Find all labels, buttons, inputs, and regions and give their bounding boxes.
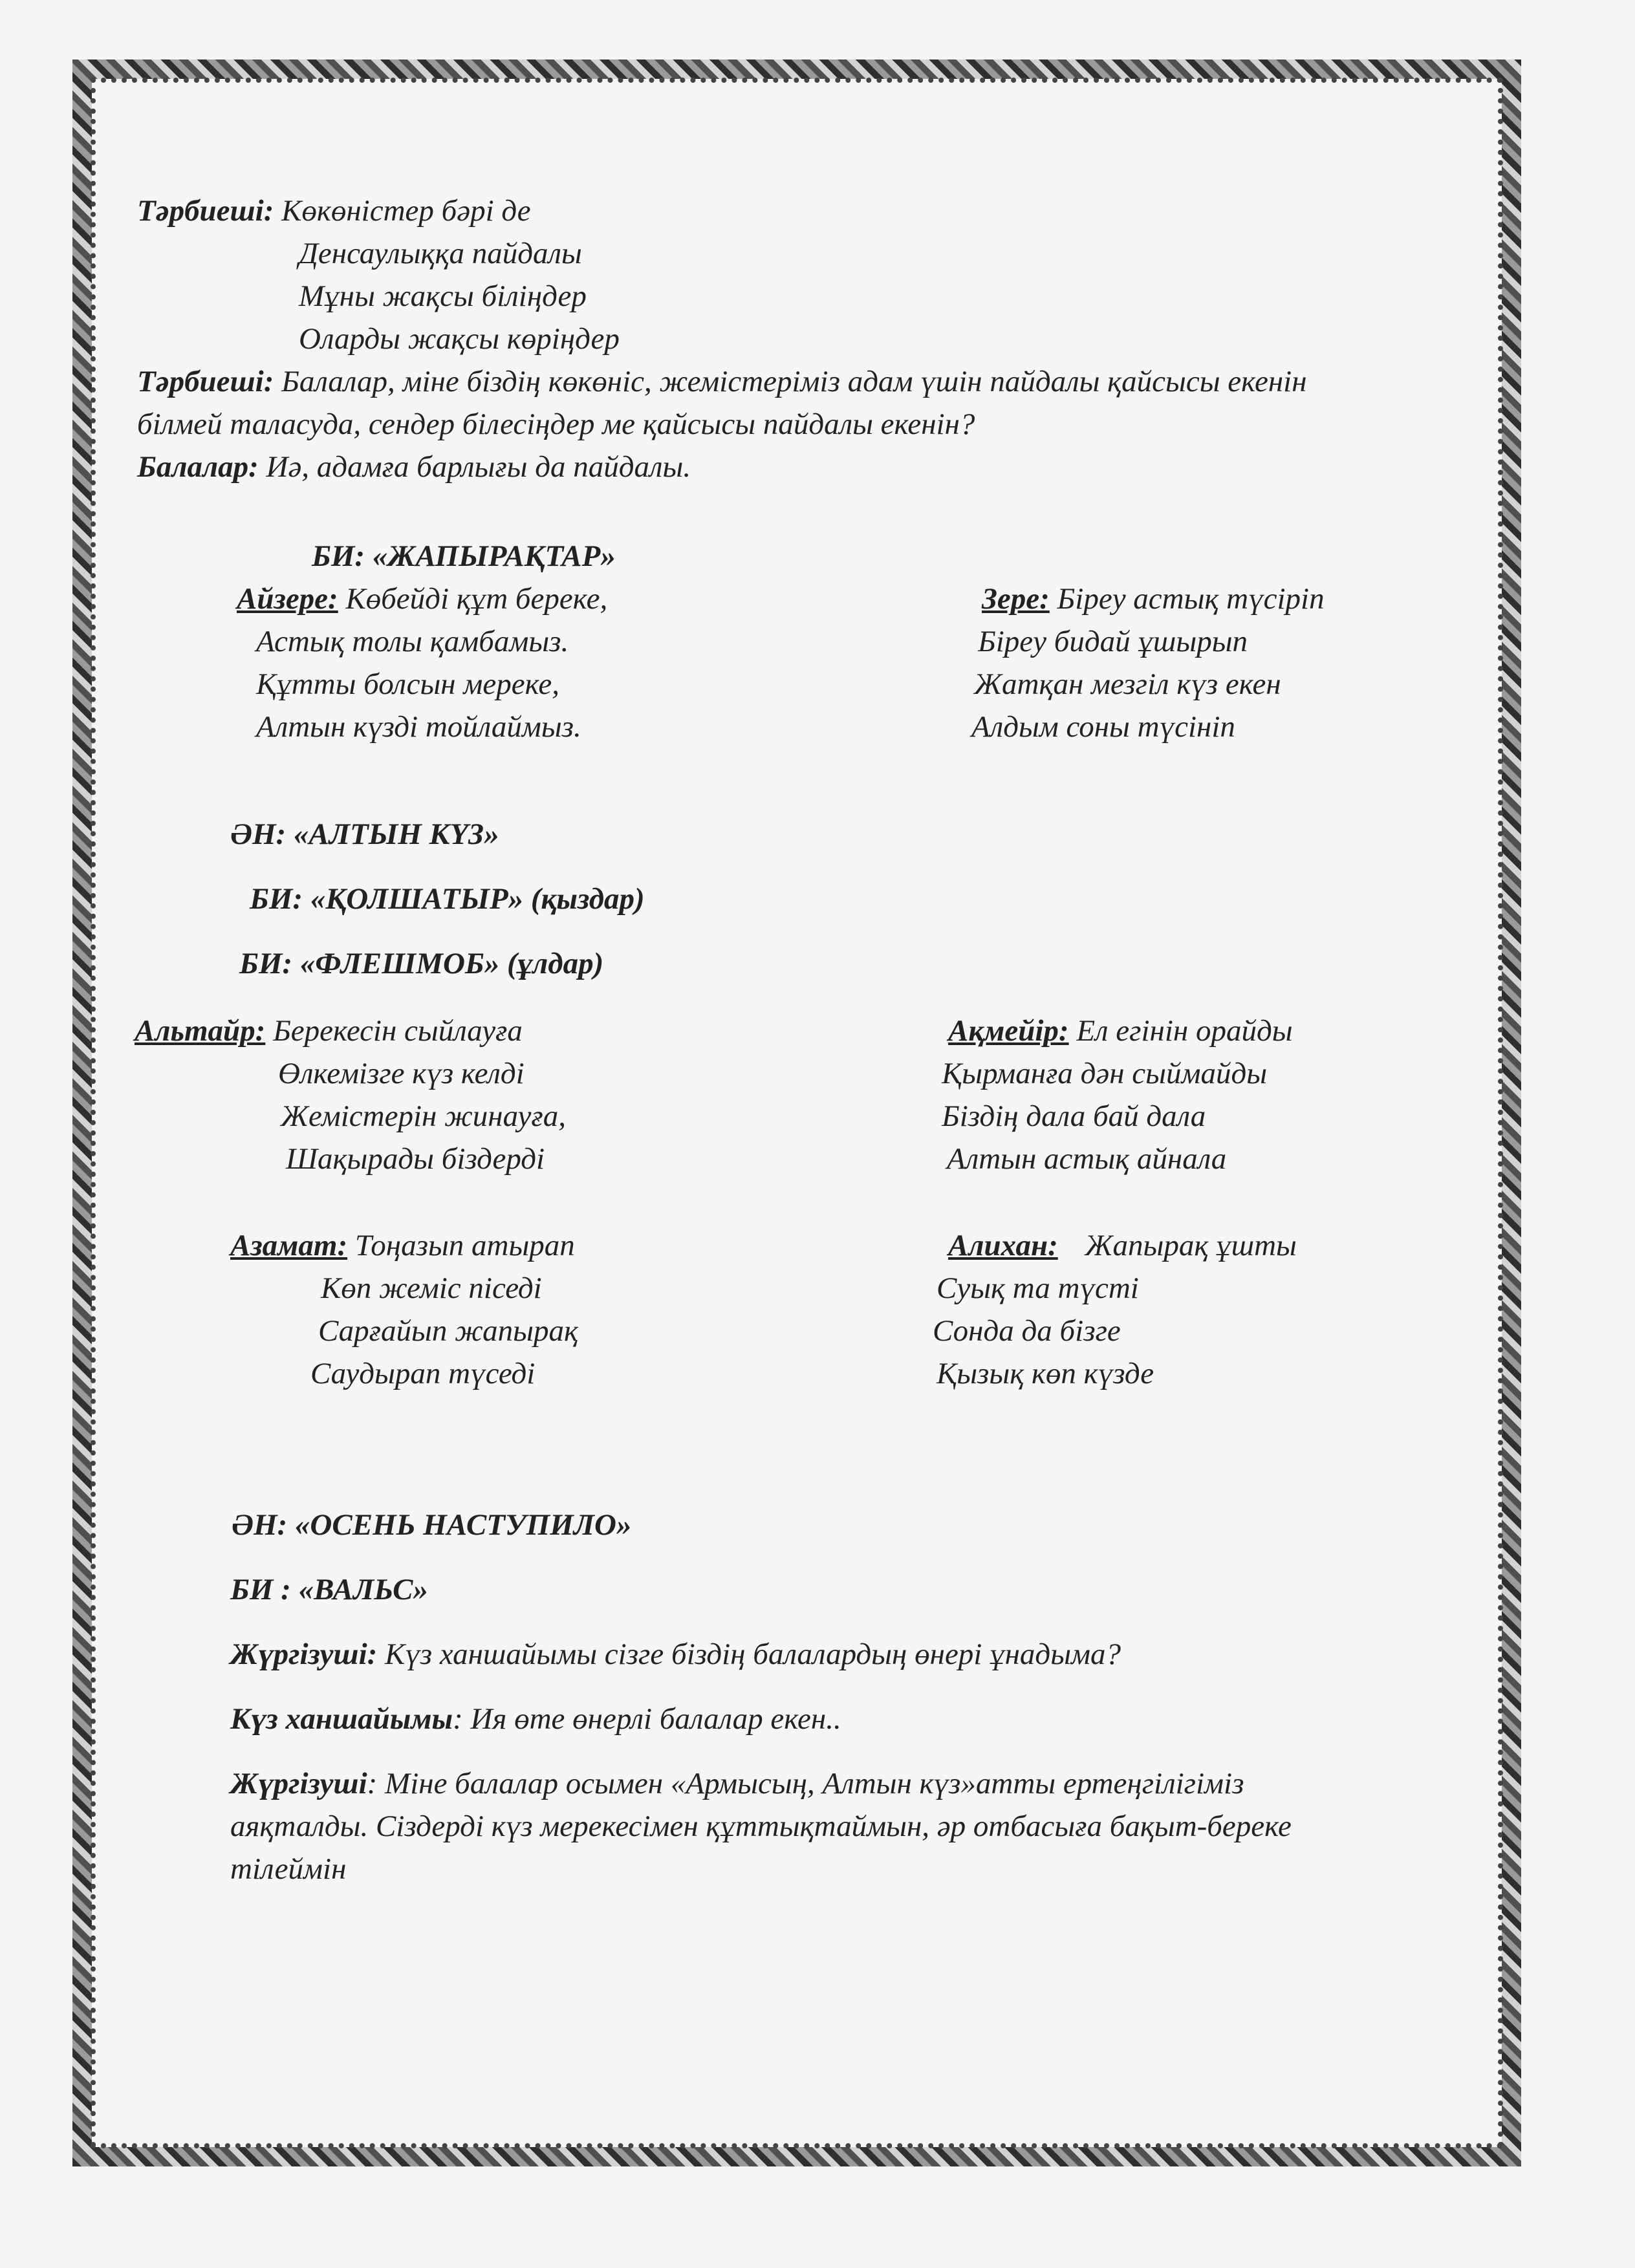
intro-line-1 [137,193,531,229]
section-heading: БИ: «ЖАПЫРАҚТАР» [312,539,616,573]
verse-line: Қызық көп күзде [937,1357,1154,1390]
host-text-line: тілеймін [230,1852,347,1886]
verse-line: Саудырап түседі [310,1357,536,1390]
answer-text: Иә, адамға барлығы да пайдалы. [266,450,691,484]
question-line-1 [137,363,1307,400]
verse-line: Сонда да бізге [933,1314,1121,1348]
poem-line: Мұны жақсы біліңдер [299,279,587,313]
section-heading: ӘН: «ОСЕНЬ НАСТУПИЛО» [232,1508,632,1542]
speaker-label: Жүргізуші: [230,1637,378,1671]
verse-line: Біреу астық түсіріп [1057,582,1325,616]
host-text: Күз ханшайымы сізге біздің балалардың өнері ұнадыма? [385,1637,1121,1671]
verse-line: Жатқан мезгіл күз екен [974,667,1281,701]
verse-zere-line-1 [982,581,1325,617]
section-heading: БИ: «ФЛЕШМОБ» (ұлдар) [239,947,604,980]
host-line-1 [230,1636,1121,1672]
speaker-label: Күз ханшайымы [230,1702,453,1736]
answer-line [137,449,691,485]
speaker-label: Тәрбиеші: [137,365,274,398]
verse-line: Өлкемізге күз келді [278,1057,525,1090]
verse-line: Көбейді құт береке, [345,582,608,616]
verse-line: Алтын астық айнала [947,1142,1227,1176]
queen-text: : Ия өте өнерлі балалар екен.. [453,1702,841,1736]
poem-line: Көкөністер бәрі де [281,194,531,228]
verse-line: Шақырады біздерді [286,1142,545,1176]
verse-aizere-line-1 [237,581,607,617]
child-name: Азамат: [230,1229,348,1262]
verse-line: Тоңазып атырап [354,1229,575,1262]
speaker-label: Жүргізуші [230,1767,367,1800]
verse-line: Біреу бидай ұшырып [978,625,1248,658]
section-heading: БИ : «ВАЛЬС» [230,1573,428,1606]
verse-line: Жапырақ ұшты [1085,1229,1297,1262]
host-text: : Міне балалар осымен «Армысың, Алтын күз»атты ертеңгілігіміз [367,1767,1244,1800]
verse-line: Сарғайып жапырақ [318,1314,579,1348]
child-name: Альтайр: [135,1014,266,1048]
verse-line: Көп жеміс піседі [321,1271,542,1305]
verse-azamat-line-1 [230,1227,575,1264]
verse-line: Біздің дала бай дала [942,1099,1206,1133]
poem-line: Оларды жақсы көріңдер [299,322,620,356]
speaker-label: Тәрбиеші: [137,194,274,228]
verse-line: Алдым соны түсініп [971,710,1235,744]
verse-line: Алтын күзді тойлаймыз. [256,710,581,744]
verse-line: Қырманға дән сыймайды [942,1057,1268,1090]
poem-line: Денсаулыққа пайдалы [299,237,582,270]
speaker-label: Балалар: [137,450,259,484]
section-heading: ӘН: «АЛТЫН КҮЗ» [230,817,499,851]
question-text: Балалар, міне біздің көкөніс, жемістеріміз адам үшін пайдалы қайсысы екенін [281,365,1307,398]
verse-line: Суық та түсті [937,1271,1139,1305]
child-name: Ақмейір: [948,1014,1069,1048]
verse-line: Ел егінін орайды [1076,1014,1293,1048]
child-name: Алихан: [948,1229,1058,1262]
question-line-2: білмей таласуда, сендер білесіңдер ме қайсысы пайдалы екенін? [137,407,975,441]
verse-line: Астық толы қамбамыз. [256,625,569,658]
child-name: Айзере: [237,582,338,616]
section-heading: БИ: «ҚОЛШАТЫР» (қыздар) [250,882,645,916]
verse-akmeir-line-1 [948,1013,1293,1049]
host-text-line: аяқталды. Сіздерді күз мерекесімен құттықтаймын, әр отбасыға бақыт-береке [230,1809,1292,1843]
verse-altair-line-1 [135,1013,523,1049]
verse-alikhan-line-1 [948,1227,1297,1264]
host-line-2 [230,1766,1244,1802]
queen-line [230,1701,841,1737]
verse-line: Құтты болсын мереке, [256,667,559,701]
verse-line: Берекесін сыйлауға [273,1014,523,1048]
verse-line: Жемістерін жинауға, [281,1099,566,1133]
child-name: Зере: [982,582,1050,616]
